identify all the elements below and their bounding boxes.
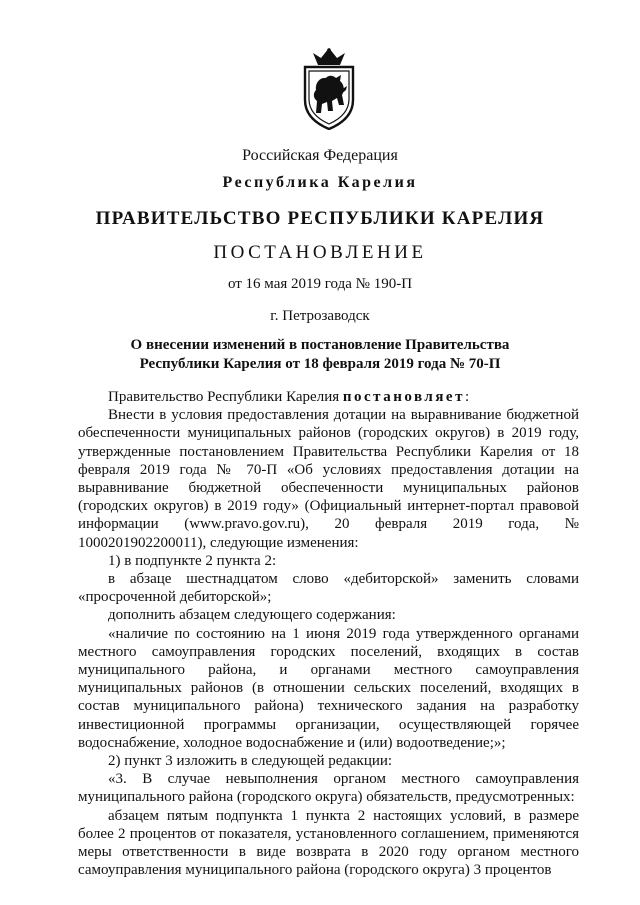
document-type-heading: ПОСТАНОВЛЕНИЕ: [213, 242, 427, 263]
intro-paragraph: [78, 388, 579, 406]
body-paragraph: абзацем пятым подпункта 1 пункта 2 настоящих условий, в размере более 2 процентов от показателя, установленного соглашением, применяются меры ответственности в виде возврата в 2020 году органом местного самоуправления муниципального района (городского округа) 3 процентов: [78, 807, 579, 879]
intro-end: :: [464, 389, 470, 405]
document-body: [78, 388, 579, 879]
document-title-line-2: Республики Карелия от 18 февраля 2019 года № 70-П: [139, 356, 501, 372]
karelia-coat-of-arms-icon: [300, 48, 358, 130]
republic-heading: Республика Карелия: [222, 174, 418, 191]
intro-verb: постановляет: [342, 389, 465, 405]
body-paragraph: Внести в условия предоставления дотации на выравнивание бюджетной обеспеченности муниципальных районов (городских округов) в 2019 году, утвержденные постановлением Правительства Республики Карелия от 18 февраля 2019 года № 70-П «Об условиях предоставления дотации на выравнивание бюджетной обеспеченности муниципальных районов (городских округов) в 2019 году» (Официальный интернет-портал правовой информации (www.pravo.gov.ru), 20 февраля 2019 года, № 1000201902200011), следующие изменения:: [78, 407, 579, 551]
city-line: г. Петрозаводск: [270, 308, 370, 324]
body-paragraph: «3. В случае невыполнения органом местного самоуправления муниципального района (городского округа) обязательств, предусмотренных:: [78, 771, 579, 806]
government-heading: ПРАВИТЕЛЬСТВО РЕСПУБЛИКИ КАРЕЛИЯ: [95, 208, 545, 229]
date-number-line: от 16 мая 2019 года № 190-П: [227, 276, 413, 292]
federation-heading: Российская Федерация: [242, 147, 398, 164]
document-title: [0, 336, 640, 374]
body-paragraph: 1) в подпункте 2 пункта 2:: [108, 552, 277, 569]
body-paragraph: «наличие по состоянию на 1 июня 2019 года утвержденного органами местного самоуправления городских поселений, входящих в состав муниципального района, и органами местного самоуправления муниципальных районов (в отношении сельских поселений, входящих в состав муниципального района) технического задания на разработку инвестиционной программы организации, осуществляющей горячее водоснабжение, холодное водоснабжение и (или) водоотведение;»;: [78, 625, 579, 751]
body-paragraph: в абзаце шестнадцатом слово «дебиторской» заменить словами «просроченной дебиторской»;: [78, 571, 579, 606]
intro-text: Правительство Республики Карелия: [108, 389, 343, 405]
body-paragraph: 2) пункт 3 изложить в следующей редакции:: [108, 753, 393, 770]
body-paragraph: дополнить абзацем следующего содержания:: [108, 607, 396, 624]
document-title-line-1: О внесении изменений в постановление Правительства: [130, 337, 510, 353]
